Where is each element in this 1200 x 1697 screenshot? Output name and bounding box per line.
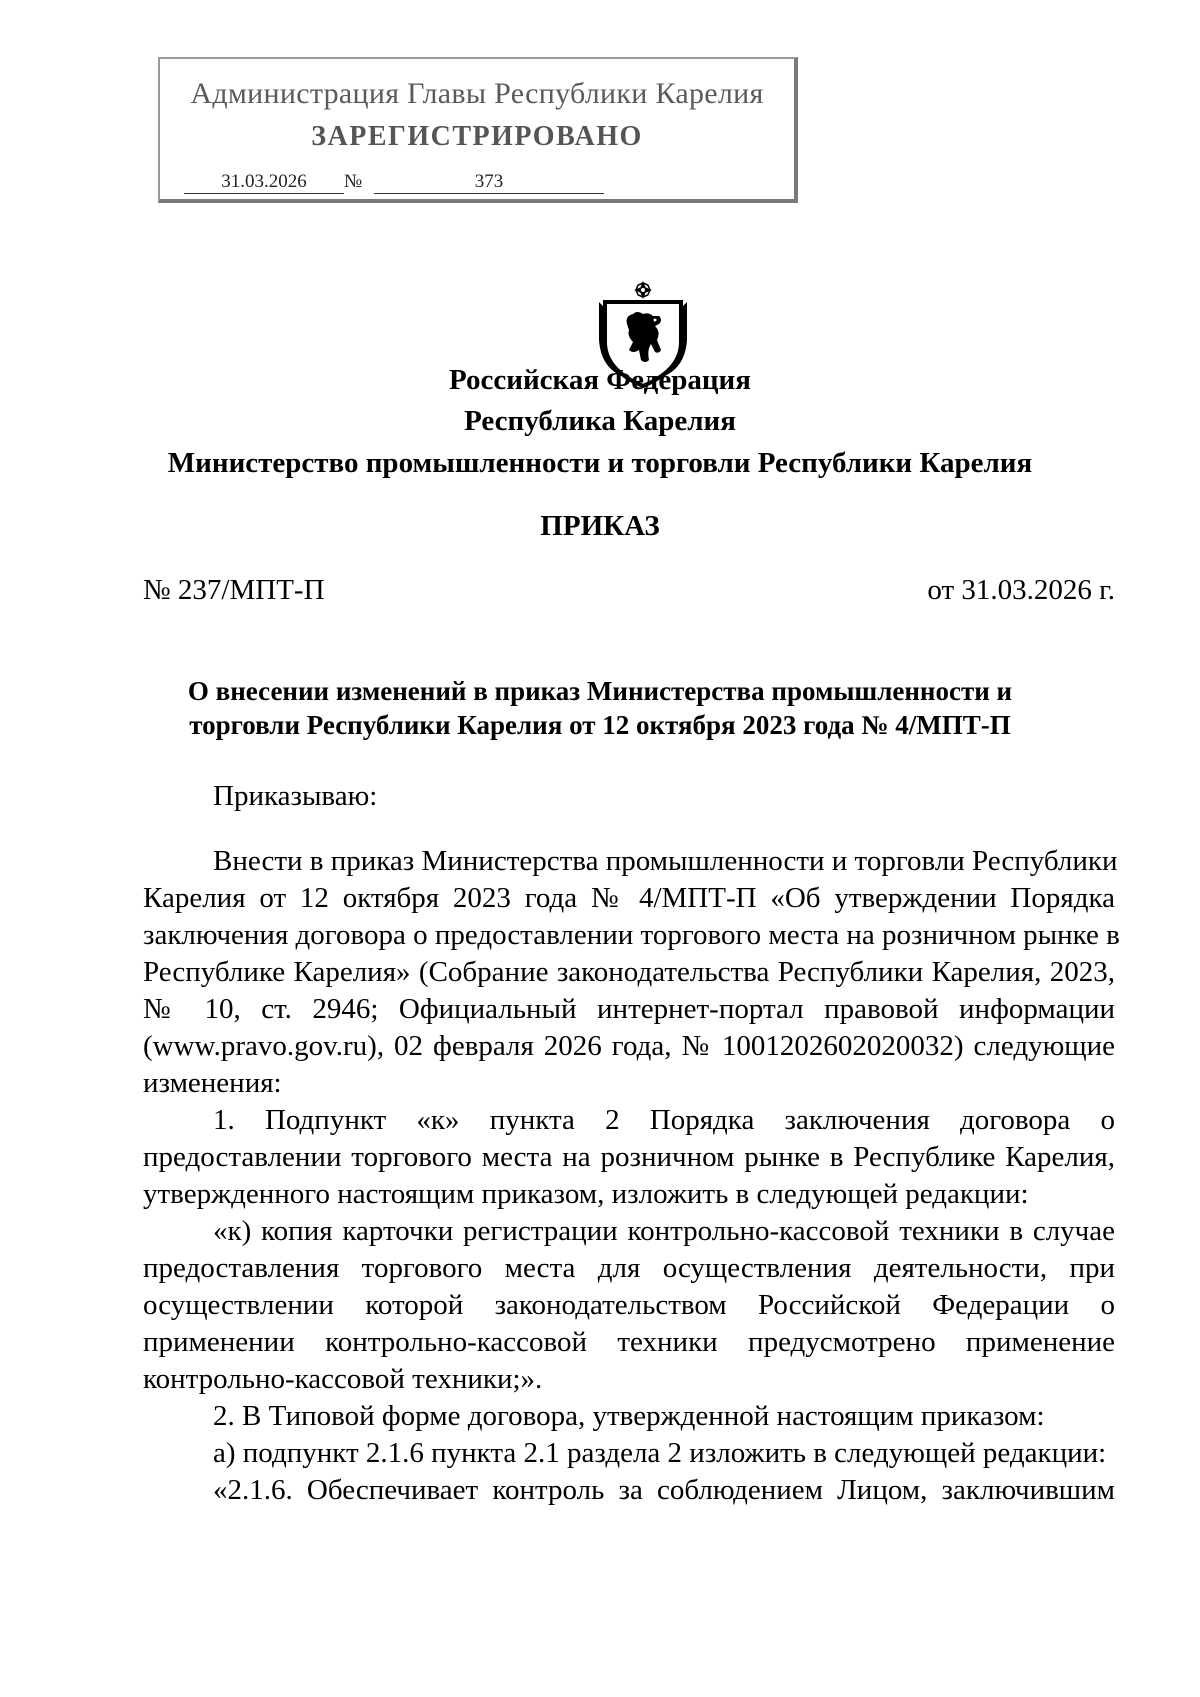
body-line: Приказываю: [213, 780, 378, 812]
body-line: № 10, ст. 2946; Официальный интернет-портал правовой информации [143, 993, 1115, 1025]
doc-type-title: ПРИКАЗ [540, 510, 660, 542]
header-country: Российская Федерация [449, 364, 751, 396]
order-title-line-1: О внесении изменений в приказ Министерства промышленности и [187, 676, 1013, 706]
body-line: контрольно-кассовой техники;». [143, 1363, 543, 1395]
body-line: «к) копия карточки регистрации контрольно-кассовой техники в случае [213, 1215, 1115, 1247]
registration-stamp [158, 57, 798, 203]
header-republic: Республика Карелия [464, 405, 736, 437]
header-ministry: Министерство промышленности и торговли Республики Карелия [167, 447, 1033, 479]
body-line: осуществлении которой законодательством Российской Федерации о [143, 1289, 1115, 1321]
stamp-number-sign: № [344, 171, 363, 192]
body-line: предоставления торгового места для осуществления деятельности, при [143, 1252, 1115, 1284]
order-number: № 237/МПТ-П [143, 574, 325, 606]
body-line: Республике Карелия» (Собрание законодательства Республики Карелия, 2023, [143, 956, 1115, 988]
stamp-issuer: Администрация Главы Республики Карелия [190, 77, 764, 110]
body-line: Карелия от 12 октября 2023 года № 4/МПТ-П «Об утверждении Порядка [143, 882, 1115, 914]
body-line: утвержденного настоящим приказом, изложить в следующей редакции: [143, 1178, 1029, 1210]
order-date: от 31.03.2026 г. [927, 574, 1115, 606]
stamp-date: 31.03.2026 [184, 171, 344, 194]
body-line: изменения: [143, 1067, 282, 1099]
stamp-registration-row [184, 171, 604, 194]
body-line: 1. Подпункт «к» пункта 2 Порядка заключения договора о [213, 1104, 1115, 1136]
order-title-line-2: торговли Республики Карелия от 12 октября 2023 года № 4/МПТ-П [189, 710, 1011, 740]
body-line: предоставлении торгового места на розничном рынке в Республике Карелия, [143, 1141, 1115, 1173]
stamp-status: ЗАРЕГИСТРИРОВАНО [311, 121, 643, 152]
body-line: (www.pravo.gov.ru), 02 февраля 2026 года, № 1001202602020032) следующие [143, 1030, 1115, 1062]
body-line: применении контрольно-кассовой техники предусмотрено применение [143, 1326, 1115, 1358]
body-line: Внести в приказ Министерства промышленности и торговли Республики [213, 845, 1118, 877]
body-line: а) подпункт 2.1.6 пункта 2.1 раздела 2 изложить в следующей редакции: [213, 1437, 1107, 1469]
body-line: заключения договора о предоставлении торгового места на розничном рынке в [143, 919, 1120, 951]
stamp-number: 373 [374, 171, 604, 194]
body-line: 2. В Типовой форме договора, утвержденной настоящим приказом: [213, 1400, 1045, 1432]
body-line: «2.1.6. Обеспечивает контроль за соблюдением Лицом, заключившим [213, 1474, 1115, 1506]
